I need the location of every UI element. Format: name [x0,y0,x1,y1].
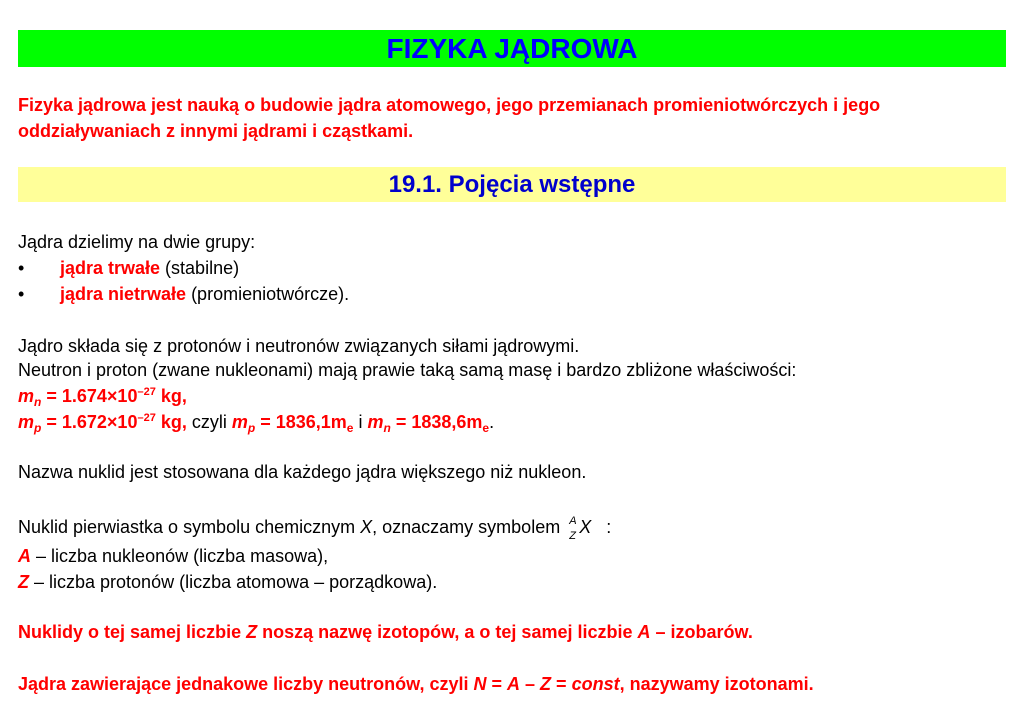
variable-letter: Z [18,572,29,592]
variable-letter: A [507,674,521,694]
intro-paragraph: Fizyka jądrowa jest nauką o budowie jądra atomowego, jego przemianach promieniotwórczych i jego oddziaływaniach z innymi jądrami i cząstkami. [18,95,881,141]
mass-ratio-value: = 1836,1m [255,412,347,432]
connector-text: i [353,412,368,432]
page-title-text: FIZYKA JĄDROWA [386,32,638,64]
text-segment: , oznaczamy symbolem [372,517,566,537]
variable-letter: N [473,674,487,694]
mass-symbol: m [231,412,248,432]
definition-text: – liczba protonów (liczba atomowa – porządkowa). [29,572,438,592]
mass-number-label: A [569,515,577,527]
electron-subscript: e [346,421,354,435]
text-segment: = [551,674,572,694]
connector-text: czyli [186,412,232,432]
text-segment: Nuklidy o tej samej liczbie [18,622,247,642]
neutron-mass [18,383,187,409]
variable-letter: A [18,546,31,566]
groups-heading: Jądra dzielimy na dwie grupy: [18,232,256,252]
page-title [18,30,1006,67]
mass-ratio-value: = 1838,6m [390,412,483,432]
text-segment: noszą nazwę izotopów, a o tej samej liczbie [257,622,638,642]
mass-unit: kg, [155,386,187,406]
mass-value: = 1.672×10 [41,412,138,432]
composition-line-1: Jądro składa się z protonów i neutronów związanych siłami jądrowymi. [18,336,580,356]
mass-symbol: m [18,386,35,406]
text-segment: – izobarów. [650,622,753,642]
text-segment: = [486,674,508,694]
mass-subscript: n [34,395,42,409]
electron-subscript: e [482,421,490,435]
nuclide-definition: Nazwa nuklid jest stosowana dla każdego jądra większego niż nukleon. [18,462,587,482]
list-item [18,255,239,281]
mass-symbol: m [367,412,384,432]
section-heading [18,167,1006,202]
bullet-icon: • [18,258,25,278]
variable-letter: A [637,622,651,642]
mass-symbol: m [18,412,35,432]
proton-mass [18,409,494,435]
mass-number-definition [18,543,328,569]
mass-exponent: –27 [137,386,156,398]
nuclide-symbol-line [18,514,611,540]
section-heading-text: 19.1. Pojęcia wstępne [388,170,636,198]
period: . [489,412,495,432]
element-symbol: X [360,517,373,537]
text-segment: – [520,674,541,694]
isotones-statement [18,671,814,697]
mass-subscript: n [383,421,391,435]
text-segment: , nazywamy izotonami. [619,674,814,694]
bullet-icon: • [18,284,25,304]
variable-letter: Z [540,674,552,694]
list-item-desc: (promieniotwórcze). [186,284,350,304]
constant-word: const [571,674,620,694]
nuclide-notation [565,514,601,540]
mass-exponent: –27 [137,412,156,424]
mass-value: = 1.674×10 [41,386,138,406]
composition-line-2: Neutron i proton (zwane nukleonami) mają prawie taką samą masę i bardzo zbliżone właściwości: [18,360,797,380]
list-item-term: jądra trwałe [60,258,161,278]
atomic-number-label: Z [569,530,576,542]
text-segment: Jądra zawierające jednakowe liczby neutronów, czyli [18,674,474,694]
text-segment: Nuklid pierwiastka o symbolu chemicznym [18,517,361,537]
mass-subscript: p [247,421,256,435]
definition-text: – liczba nukleonów (liczba masowa), [31,546,329,566]
list-item-desc: (stabilne) [160,258,240,278]
list-item [18,281,349,307]
text-segment: : [601,517,612,537]
variable-letter: Z [246,622,258,642]
atomic-number-definition [18,569,437,595]
mass-subscript: p [34,421,42,435]
isotopes-statement [18,619,753,645]
list-item-term: jądra nietrwałe [60,284,187,304]
mass-unit: kg, [155,412,187,432]
element-symbol: X [579,517,592,537]
